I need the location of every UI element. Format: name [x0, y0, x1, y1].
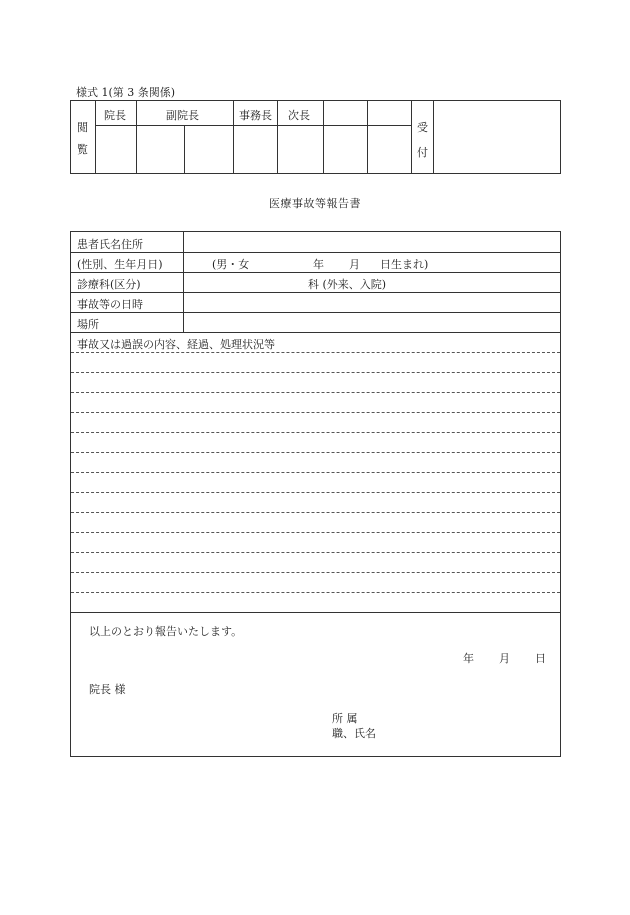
date-year-unit: 年 [463, 652, 474, 665]
birth-month-unit: 月 [349, 258, 360, 271]
header-vice-director: 副院長 [166, 109, 199, 122]
place-label: 場所 [77, 318, 99, 331]
viewing-label-top: 閲 [77, 121, 88, 134]
addressee: 院長 様 [89, 683, 126, 696]
header-deputy: 次長 [288, 109, 310, 122]
department-label: 診療科(区分) [77, 278, 141, 291]
date-day-unit: 日 [535, 652, 546, 665]
patient-label: 患者氏名住所 [77, 238, 143, 251]
viewing-label-bottom: 覧 [77, 143, 88, 156]
report-statement: 以上のとおり報告いたします。 [89, 625, 243, 638]
header-director: 院長 [104, 109, 126, 122]
affiliation-label: 所 属 [332, 712, 358, 725]
department-value: 科 (外来、入院) [308, 278, 387, 291]
approval-table [70, 100, 561, 174]
receipt-label-bottom: 付 [417, 146, 428, 159]
content-label: 事故又は過誤の内容、経過、処理状況等 [77, 338, 275, 351]
report-form [70, 231, 561, 757]
date-month-unit: 月 [499, 652, 510, 665]
sex-options: (男・女 [212, 258, 250, 271]
form-number-label: 様式 1(第 3 条関係) [76, 86, 176, 99]
sex-birth-label: (性別、生年月日) [77, 258, 163, 271]
receipt-label-top: 受 [417, 121, 428, 134]
header-secretary-general: 事務長 [239, 109, 272, 122]
position-name-label: 職、氏名 [332, 727, 376, 740]
document-title: 医療事故等報告書 [269, 197, 361, 210]
datetime-label: 事故等の日時 [77, 298, 143, 311]
birth-year-unit: 年 [313, 258, 324, 271]
birth-day-unit: 日生まれ) [380, 258, 429, 271]
